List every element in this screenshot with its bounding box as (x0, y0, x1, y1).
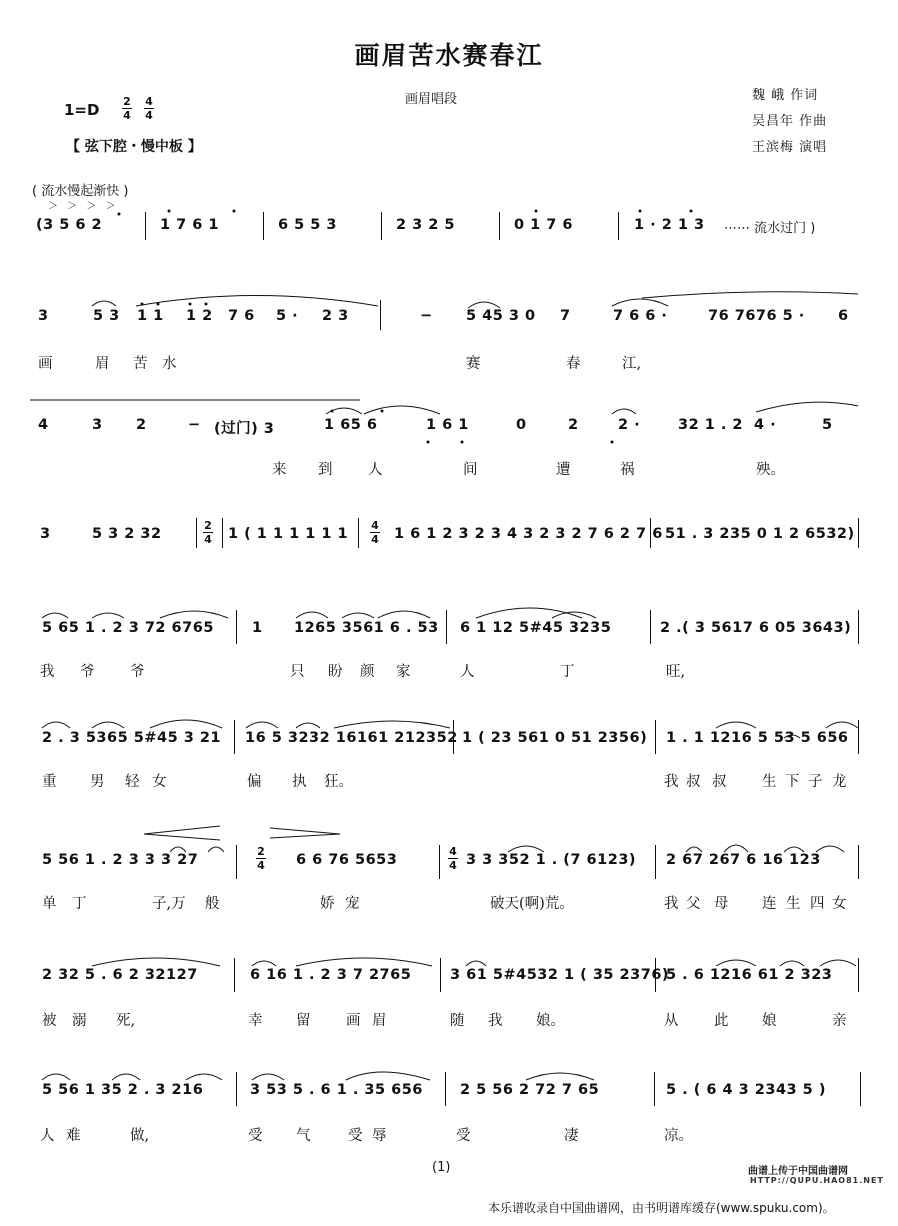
note-group: 5 65 1 . 2 3 72 6765 (42, 620, 214, 636)
slur (136, 296, 378, 307)
note-group: 1 . 1 1216 5 53 5 656 (666, 730, 849, 746)
intro-measure-2: 1 7 6 1 (160, 217, 220, 233)
lyric-syllable: 我 (40, 664, 55, 680)
note-group: 2 5 56 2 72 7 65 (460, 1082, 600, 1098)
barline (858, 845, 859, 879)
intro-annotation: ( 流水慢起渐快 ) (32, 184, 129, 199)
lyric-syllable: 受 (456, 1128, 471, 1144)
subtitle: 画眉唱段 (405, 92, 458, 107)
barline (236, 610, 237, 644)
note-group: 5 . 6 1216 61 2 323 (666, 967, 833, 983)
lyric-syllable: 父 (686, 896, 701, 912)
singer-credit: 王滨梅 演唱 (752, 140, 828, 155)
note-group: − (420, 308, 433, 324)
lyric-syllable: 下 (785, 774, 800, 790)
barline (234, 958, 235, 992)
barline (499, 212, 500, 240)
lyric-syllable: 娇 (320, 896, 335, 912)
lyric-syllable: 死, (116, 1013, 136, 1029)
time-signature-4-4: 4 4 (371, 519, 379, 546)
lyric-syllable: 男 (90, 774, 105, 790)
note-group: 3 (40, 526, 51, 542)
note-group: 6 1 12 5#45 3235 (460, 620, 612, 636)
slur (150, 720, 222, 728)
lyric-syllable: 被 (42, 1013, 57, 1029)
slur (780, 961, 804, 966)
slur (716, 722, 756, 728)
lyric-syllable: 轻 (125, 774, 140, 790)
slur (42, 613, 68, 618)
slur (296, 958, 432, 966)
barline (445, 1072, 446, 1106)
lyric-syllable: 江, (622, 356, 642, 372)
lyric-syllable: 我 (664, 774, 679, 790)
intro-measure-4: 2 3 2 5 (396, 217, 456, 233)
lyric-syllable: 水 (162, 356, 177, 372)
slur (526, 1073, 594, 1080)
note-group: 5 3 2 32 (92, 526, 162, 542)
note-group: 6 (838, 308, 849, 324)
lyric-syllable: 我 (664, 896, 679, 912)
note-group: 5 3 (93, 308, 120, 324)
note-group: − (188, 417, 201, 433)
tempo-marking: 【 弦下腔・慢中板 】 (66, 139, 202, 155)
time-signature-4-4: 4 4 (449, 845, 457, 872)
slur (208, 847, 224, 852)
accent-marks: ＞ ＞ ＞ ＞ (48, 201, 119, 212)
slur (246, 722, 278, 728)
barline (655, 845, 656, 879)
lyric-syllable: 难 (66, 1128, 81, 1144)
slur (252, 1074, 284, 1080)
slur (342, 613, 374, 618)
slur (820, 960, 856, 966)
slur (716, 960, 756, 966)
lyric-syllable: 叔 (686, 774, 701, 790)
lyric-syllable: 辱 (372, 1128, 387, 1144)
slur (612, 299, 668, 306)
barline (453, 720, 454, 754)
lyric-syllable: 亲 (832, 1013, 847, 1029)
lyric-syllable: 单 (42, 896, 57, 912)
crescendo-line (144, 826, 220, 834)
barline (263, 212, 264, 240)
lyric-syllable: 家 (396, 664, 411, 680)
lyric-syllable: 颜 (360, 664, 375, 680)
note-group: 2 67 267 6 16 123 (666, 852, 821, 868)
note-group: 5 56 1 . 2 3 3 3 27 (42, 852, 199, 868)
note-group: 1 6 1 (426, 417, 469, 433)
note-group: 1 6 1 2 3 2 3 4 3 2 3 2 7 6 2 7 6 (394, 526, 663, 542)
note-group: 32 1 . 2 (678, 417, 744, 433)
slur (92, 301, 116, 306)
note-group: 0 (516, 417, 527, 433)
note-group: 5 56 1 35 2 . 3 216 (42, 1082, 204, 1098)
note-group: 2 · (618, 417, 641, 433)
lyric-syllable: 溺 (72, 1013, 87, 1029)
lyric-syllable: 爷 (130, 664, 145, 680)
footer-note: 本乐谱收录自中国曲谱网，由书明谱库缓存(www.spuku.com)。 (488, 1201, 835, 1215)
barline (381, 212, 382, 240)
slur (642, 292, 858, 298)
note-group: 1265 3561 6 . 53 (294, 620, 439, 636)
lyric-syllable: 叔 (712, 774, 727, 790)
lyric-syllable: 受 (248, 1128, 263, 1144)
lyric-syllable: 丁 (560, 664, 575, 680)
lyric-syllable: 龙 (832, 774, 847, 790)
note-group: 5 (822, 417, 833, 433)
lyric-syllable: 春 (566, 356, 581, 372)
lyric-syllable: 遭 (556, 462, 571, 478)
lyric-syllable: 受 (348, 1128, 363, 1144)
note-group: 6 6 76 5653 (296, 852, 398, 868)
lyric-syllable: 画 (346, 1013, 361, 1029)
barline (618, 212, 619, 240)
note-group: 5 . ( 6 4 3 2343 5 ) (666, 1082, 826, 1098)
slur (378, 611, 430, 618)
note-group: 2 3 (322, 308, 349, 324)
barline (860, 1072, 861, 1106)
note-group: 3 53 5 . 6 1 . 35 656 (250, 1082, 423, 1098)
note-group: 51 . 3 235 0 1 2 6532) (665, 526, 855, 542)
note-group: 1 ( 1 1 1 1 1 1 (228, 526, 349, 542)
lyric-syllable: 此 (714, 1013, 729, 1029)
lyric-syllable: 子 (808, 774, 823, 790)
barline (145, 212, 146, 240)
lyric-syllable: 我 (488, 1013, 503, 1029)
note-group: 2 (136, 417, 147, 433)
lyric-syllable: 幸 (248, 1013, 263, 1029)
intro-tail: ⋯⋯ 流水过门 ) (724, 221, 816, 236)
note-group: 1 (252, 620, 263, 636)
note-group: 2 . 3 5365 5#45 3 21 (42, 730, 222, 746)
barline (439, 845, 440, 879)
lyric-syllable: 留 (296, 1013, 311, 1029)
slur (296, 612, 328, 618)
lyric-syllable: 四 (810, 896, 825, 912)
barline (655, 958, 656, 992)
barline (655, 720, 656, 754)
lyric-syllable: 苦 (133, 356, 148, 372)
note-group: (过门) 3 (214, 421, 275, 437)
crescendo-line (144, 834, 220, 840)
decrescendo-line (270, 834, 340, 838)
note-group: 5 45 3 0 (466, 308, 536, 324)
watermark-line-2: HTTP://QUPU.HAO81.NET (750, 1176, 884, 1185)
lyric-syllable: 狂。 (324, 774, 353, 790)
note-group: 1 1 (137, 308, 164, 324)
lyric-syllable: 凉。 (664, 1128, 693, 1144)
lyric-syllable: 眉 (372, 1013, 387, 1029)
slur (160, 611, 228, 618)
lyric-syllable: 盼 (328, 664, 343, 680)
barline (446, 610, 447, 644)
slur (252, 961, 276, 966)
barline (234, 720, 235, 754)
slur (826, 722, 858, 728)
lyric-syllable: 随 (450, 1013, 465, 1029)
slur (296, 723, 320, 728)
slur (112, 1074, 140, 1080)
key-signature: 1=D (64, 101, 100, 119)
note-group: 7 6 (228, 308, 255, 324)
note-group: 1 ( 23 561 0 51 2356) (462, 730, 648, 746)
lyric-syllable: 只 (290, 664, 305, 680)
composer-credit: 吴昌年 作曲 (752, 114, 828, 129)
lyric-syllable: 到 (318, 462, 333, 478)
lyric-syllable: 祸 (620, 462, 635, 478)
lyric-syllable: 来 (272, 462, 287, 478)
slur (92, 613, 124, 618)
lyric-syllable: 旺, (666, 664, 686, 680)
lyric-syllable: 生 (762, 774, 777, 790)
slur (186, 1074, 222, 1080)
lyric-syllable: 爷 (80, 664, 95, 680)
page-number: (1) (432, 1160, 451, 1175)
page-title: 画眉苦水赛春江 (354, 41, 544, 70)
decrescendo-line (270, 828, 340, 834)
barline (654, 1072, 655, 1106)
lyric-syllable: 眉 (95, 356, 110, 372)
barline (440, 958, 441, 992)
barline (196, 518, 197, 548)
note-group: 3 61 5#4532 1 ( 35 2376) (450, 967, 670, 983)
note-group: 2 .( 3 5617 6 05 3643) (660, 620, 852, 636)
slur (476, 608, 582, 618)
lyric-syllable: 娘。 (536, 1013, 565, 1029)
lyricist-credit: 魏 峨 作词 (752, 88, 819, 103)
barline (380, 300, 381, 330)
note-group: 2 (568, 417, 579, 433)
lyric-syllable: 母 (714, 896, 729, 912)
time-signature-2-4: 2 4 (204, 519, 212, 546)
note-group: 1 65 6 (324, 417, 378, 433)
note-group: 7 (560, 308, 571, 324)
note-group: 3 3 352 1 . (7 6123) (466, 852, 637, 868)
note-group: 16 5 3232 16161 212352 (245, 730, 458, 746)
watermark-line-1: 曲谱上传于中国曲谱网 (748, 1166, 848, 1177)
slur (42, 722, 70, 728)
intro-measure-1: (3 5 6 2 (36, 217, 103, 233)
barline (858, 720, 859, 754)
slur (756, 402, 858, 412)
barline (358, 518, 359, 548)
note-group: 5 · (276, 308, 299, 324)
barline (650, 518, 651, 548)
slur (612, 409, 636, 414)
slur (466, 961, 486, 966)
note-group: 3 (38, 308, 49, 324)
barline (650, 610, 651, 644)
barline (222, 518, 223, 548)
intro-measure-3: 6 5 5 3 (278, 217, 338, 233)
lyric-syllable: 人 (40, 1128, 55, 1144)
lyric-syllable: 生 (786, 896, 801, 912)
lyric-syllable: 女 (832, 896, 847, 912)
time-signature-4-4: 4 4 (145, 95, 153, 122)
lyric-syllable: 子,万 (152, 896, 186, 912)
lyric-syllable: 凄 (564, 1128, 579, 1144)
lyric-syllable: 偏 (247, 774, 262, 790)
lyric-syllable: 人 (460, 664, 475, 680)
note-group: 76 7676 5 · (708, 308, 805, 324)
barline (236, 845, 237, 879)
lyric-syllable: 丁 (72, 896, 87, 912)
intro-measure-5: 0 1 7 6 (514, 217, 574, 233)
slur (364, 406, 440, 414)
lyric-syllable: 间 (463, 462, 478, 478)
barline (236, 1072, 237, 1106)
lyric-syllable: 赛 (466, 356, 481, 372)
note-group: 4 (38, 417, 49, 433)
slur (724, 845, 748, 852)
note-group: 3 (92, 417, 103, 433)
note-group: 6 16 1 . 2 3 7 2765 (250, 967, 412, 983)
barline (858, 610, 859, 644)
barline (858, 518, 859, 548)
slur (326, 408, 362, 414)
slur (92, 722, 124, 728)
intro-measure-6: 1 · 2 1 3 (634, 217, 705, 233)
slur (346, 1072, 430, 1080)
lyric-syllable: 连 (762, 896, 777, 912)
lyric-syllable: 重 (42, 774, 57, 790)
lyric-syllable: 执 (292, 774, 307, 790)
time-signature-2-4: 2 4 (123, 95, 131, 122)
lyric-syllable: 殃。 (756, 462, 785, 478)
lyric-syllable: 做, (130, 1128, 150, 1144)
lyric-syllable: 气 (296, 1128, 311, 1144)
time-signature-2-4: 2 4 (257, 845, 265, 872)
note-group: 7 6 6 · (613, 308, 668, 324)
slur (334, 721, 450, 728)
slur (552, 612, 596, 618)
lyric-syllable: 娘 (762, 1013, 777, 1029)
lyric-syllable: 人 (368, 462, 383, 478)
note-group: 1 2 (186, 308, 213, 324)
lyric-syllable: 从 (664, 1013, 679, 1029)
lyric-syllable: 宠 (345, 896, 360, 912)
lyric-syllable: 破天(啊)荒。 (490, 896, 574, 912)
slur (42, 1074, 70, 1080)
lyric-syllable: 女 (152, 774, 167, 790)
note-group: 4 · (754, 417, 777, 433)
lyric-syllable: 般 (205, 896, 220, 912)
slur (92, 958, 220, 966)
lyric-syllable: 画 (38, 356, 53, 372)
barline (858, 958, 859, 992)
note-group: 2 32 5 . 6 2 32127 (42, 967, 198, 983)
